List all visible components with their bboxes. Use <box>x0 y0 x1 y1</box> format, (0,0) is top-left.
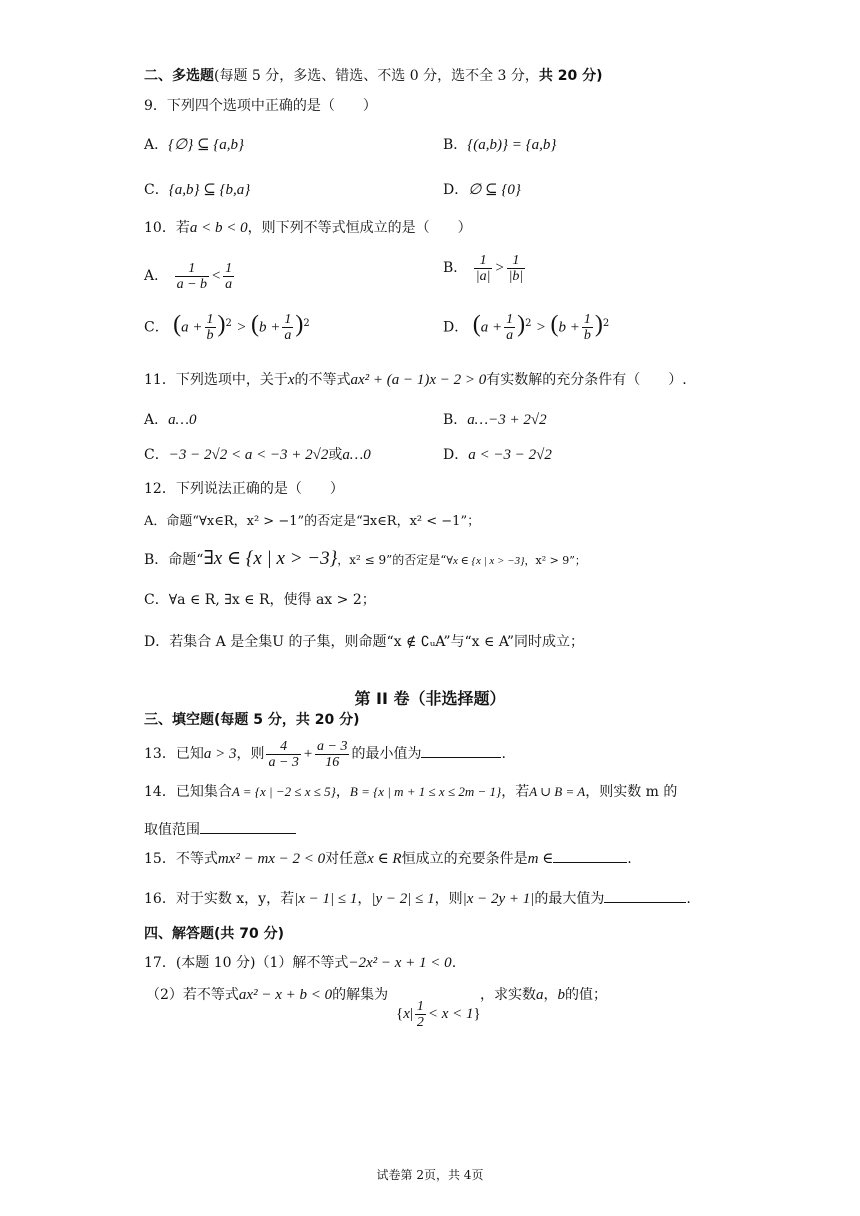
fraction: $\frac{4}{a - 3}$ <box>268 738 299 770</box>
q9-stem: 9．下列四个选项中正确的是（ ） <box>144 98 377 114</box>
fraction: $\frac{1}{a}$ <box>506 312 514 344</box>
q13-condition: a > 3 <box>203 746 237 762</box>
q13-mid: ，则 <box>236 746 265 762</box>
q11-var: x <box>287 372 295 388</box>
q11-option-b <box>443 410 547 430</box>
q16-end: . <box>686 891 691 907</box>
q12-option-a <box>144 512 480 532</box>
q17-part-2-end <box>480 985 607 1005</box>
q11-inequality: ax² + (a − 1)x − 2 > 0 <box>350 372 487 388</box>
answer-blank[interactable] <box>200 819 296 834</box>
q11-stem-mid: 的不等式 <box>294 372 351 388</box>
q11-b-expr: a…−3 + 2√2 <box>467 412 547 428</box>
q14-post: ，则实数 m 的 <box>585 784 678 800</box>
q11-option-a <box>144 410 196 430</box>
q17-line2-pre: （2）若不等式 <box>146 987 239 1003</box>
answer-blank[interactable] <box>604 888 686 903</box>
q11-c-tail: a…0 <box>342 447 371 463</box>
fraction: $\frac{1}{a - b}$ <box>176 260 208 292</box>
q14-condition: A ∪ B = A <box>529 784 586 799</box>
q13-pre: 13．已知 <box>144 746 204 762</box>
q14-set-b: B = {x | m + 1 ≤ x ≤ 2m − 1} <box>349 784 502 799</box>
q15-m: m ∈ <box>527 851 554 867</box>
q15-end: . <box>627 851 632 867</box>
q17-line1-inequality: −2x² − x + 1 < 0 <box>348 955 452 971</box>
q17-line1-pre: 17．(本题 10 分)（1）解不等式 <box>144 955 349 971</box>
section-2-title: 二、多选题 <box>144 68 214 84</box>
q14-sep: ， <box>335 784 350 800</box>
q11-stem <box>144 370 687 390</box>
q15 <box>144 848 632 869</box>
q17-var-a: a <box>536 987 544 1003</box>
q17-line2-end: 的值； <box>565 987 607 1003</box>
q11-stem-pre: 11．下列选项中，关于 <box>144 372 288 388</box>
q12-a-text: 命题“∀x∈R，x² > −1”的否定是“∃x∈R，x² < −1”； <box>166 514 481 529</box>
q13-post: 的最小值为 <box>351 746 422 762</box>
q15-inequality: mx² − mx − 2 < 0 <box>217 851 326 867</box>
q14-mid: ，若 <box>501 784 530 800</box>
q14-set-a: A = {x | −2 ≤ x ≤ 5} <box>231 784 336 799</box>
q10-condition: a < b < 0 <box>189 220 248 236</box>
q11-c-label: C． <box>144 447 169 463</box>
q13-end: . <box>501 746 506 762</box>
q15-pre: 15．不等式 <box>144 851 218 867</box>
q11-c-mid: 或 <box>328 447 343 463</box>
section-2-total: 共 20 分) <box>538 68 603 84</box>
section-3-title: 三、填空题 <box>144 712 214 728</box>
q16-sep: ， <box>357 891 372 907</box>
q17-part-1 <box>144 953 456 973</box>
q14-pre: 14．已知集合 <box>144 784 232 800</box>
q12-a-label: A． <box>144 514 167 529</box>
q15-post: 恒成立的充要条件是 <box>401 851 528 867</box>
q11-option-d <box>443 445 552 465</box>
page-footer: 试卷第 2页，共 4页 <box>376 1168 484 1182</box>
q12-c-label: C． <box>144 592 169 608</box>
fraction: $\frac{1}{a}$ <box>225 260 233 292</box>
section-2-heading <box>144 66 603 86</box>
q12-b-small-expr: ∀x ∈ {x | x > −3} <box>446 555 525 567</box>
q9-b-label: B． <box>443 137 468 153</box>
section-4-heading <box>144 924 284 944</box>
q12-c-text: ∀a ∈ R, ∃x ∈ R，使得 ax > 2； <box>168 592 376 608</box>
fraction: $\frac{1}{|a|}$ <box>475 252 491 284</box>
part-2-title: 第 II 卷（非选择题） <box>354 689 506 708</box>
fraction: $\frac{1}{|b|}$ <box>508 252 524 284</box>
q9-option-c <box>144 180 250 200</box>
q12-b-big-expr: ∃x ∈ {x | x > −3} <box>203 548 338 569</box>
fraction: $\frac{a - 3}{16}$ <box>317 738 348 770</box>
answer-blank[interactable] <box>421 743 501 758</box>
answer-blank[interactable] <box>553 848 627 863</box>
q12-d-label: D． <box>144 634 170 650</box>
q15-mid: 对任意 <box>325 851 368 867</box>
q10-d-label: D． <box>443 319 469 336</box>
q12-d-text: 若集合 A 是全集U 的子集，则命题“x ∉ ∁ᵤA”与“x ∈ A”同时成立； <box>169 634 585 650</box>
q9-option-d <box>443 180 521 200</box>
q12-option-c <box>144 590 376 610</box>
q11-option-c <box>144 445 371 465</box>
fraction: $\frac{1}{2}$ <box>416 998 424 1030</box>
fraction: $\frac{1}{b}$ <box>583 312 591 344</box>
section-2-note: (每题 5 分，多选、错选、不选 0 分，选不全 3 分， <box>214 68 539 84</box>
q9-d-expr: ∅ ⊆ {0} <box>468 182 521 198</box>
q17-sep: ， <box>543 987 558 1003</box>
q11-b-label: B． <box>443 412 468 428</box>
q15-condition: x ∈ R <box>367 851 402 867</box>
q16 <box>144 888 691 909</box>
q9-d-label: D． <box>443 182 469 198</box>
q9-b-expr: {(a,b)} = {a,b} <box>467 137 557 153</box>
q10-option-a: A． $\frac{1}{a - b}$ < $\frac{1}{a}$ <box>144 260 233 292</box>
q16-condition-1: |x − 1| ≤ 1 <box>294 891 358 907</box>
q9-c-label: C． <box>144 182 169 198</box>
q11-stem-post: 有实数解的充分条件有（ ）. <box>486 372 687 388</box>
section-3-note: (每题 5 分，共 20 分) <box>214 712 360 728</box>
q17-line1-end: . <box>451 955 457 971</box>
q9-a-expr: {∅} ⊆ {a,b} <box>168 137 245 153</box>
q10-option-d: D． (a + $\frac{1}{a}$ )$^2$ > (b + $\frac{1}{b}$ )$^2$ <box>443 311 610 344</box>
q10-stem-pre: 10．若 <box>144 220 190 236</box>
q10-option-c: C． (a + $\frac{1}{b}$ )$^2$ > (b + $\frac{1}{a}$ )$^2$ <box>144 311 310 344</box>
q10-b-label: B． <box>443 260 468 276</box>
q17-line2-mid: 的解集为 <box>332 987 389 1003</box>
q10-a-label: A． <box>144 268 169 284</box>
q11-d-label: D． <box>443 447 469 463</box>
q12-option-b <box>144 549 586 571</box>
q17-line2-post: ，求实数 <box>480 987 536 1003</box>
q11-a-label: A． <box>144 412 169 428</box>
q11-a-expr: a…0 <box>168 412 197 428</box>
q9-c-expr: {a,b} ⊆ {b,a} <box>168 182 251 198</box>
q9-option-a <box>144 135 244 155</box>
q12-b-post: ，x² > 9”； <box>524 554 586 567</box>
q16-condition-2: |y − 2| ≤ 1 <box>371 891 435 907</box>
q12-b-mid: ，x² ≤ 9”的否定是“ <box>337 553 447 567</box>
q17-part-2 <box>146 985 388 1005</box>
q17-line2-inequality: ax² − x + b < 0 <box>238 987 333 1003</box>
q16-post: 的最大值为 <box>534 891 605 907</box>
section-4-note: (共 70 分) <box>214 926 285 942</box>
q10-stem <box>144 218 472 238</box>
q13: 13．已知a > 3，则 $\frac{4}{a - 3}$ + $\frac{a - 3}{16}$ 的最小值为 . <box>144 738 506 770</box>
q12-b-label: B． <box>144 552 169 568</box>
q12-option-d <box>144 632 584 652</box>
q10-stem-post: ，则下列不等式恒成立的是（ ） <box>247 220 472 236</box>
q16-pre: 16．对于实数 x，y，若 <box>144 891 295 907</box>
fraction: $\frac{1}{a}$ <box>284 312 292 344</box>
q14-line-2 <box>144 819 296 840</box>
q12-b-pre: 命题“ <box>168 552 204 568</box>
q17-var-b: b <box>557 987 565 1003</box>
q9-a-label: A． <box>144 137 169 153</box>
q12-stem: 12．下列说法正确的是（ ） <box>144 481 344 497</box>
q11-c-expr: −3 − 2√2 < a < −3 + 2√2 <box>168 447 329 463</box>
q10-c-label: C． <box>144 319 169 336</box>
q10-option-b: B． $\frac{1}{|a|}$ > $\frac{1}{|b|}$ <box>443 252 524 284</box>
q16-mid: ，则 <box>434 891 463 907</box>
section-4-title: 四、解答题 <box>144 926 214 942</box>
q14-line2-text: 取值范围 <box>144 822 200 838</box>
q14-line-1 <box>144 782 677 802</box>
q9-option-b <box>443 135 556 155</box>
section-3-heading <box>144 710 360 730</box>
q11-d-expr: a < −3 − 2√2 <box>468 447 552 463</box>
q16-expression: |x − 2y + 1| <box>462 891 535 907</box>
fraction: $\frac{1}{b}$ <box>206 312 214 344</box>
q17-solution-set: {x| $\frac{1}{2}$ < x < 1} <box>396 998 481 1030</box>
